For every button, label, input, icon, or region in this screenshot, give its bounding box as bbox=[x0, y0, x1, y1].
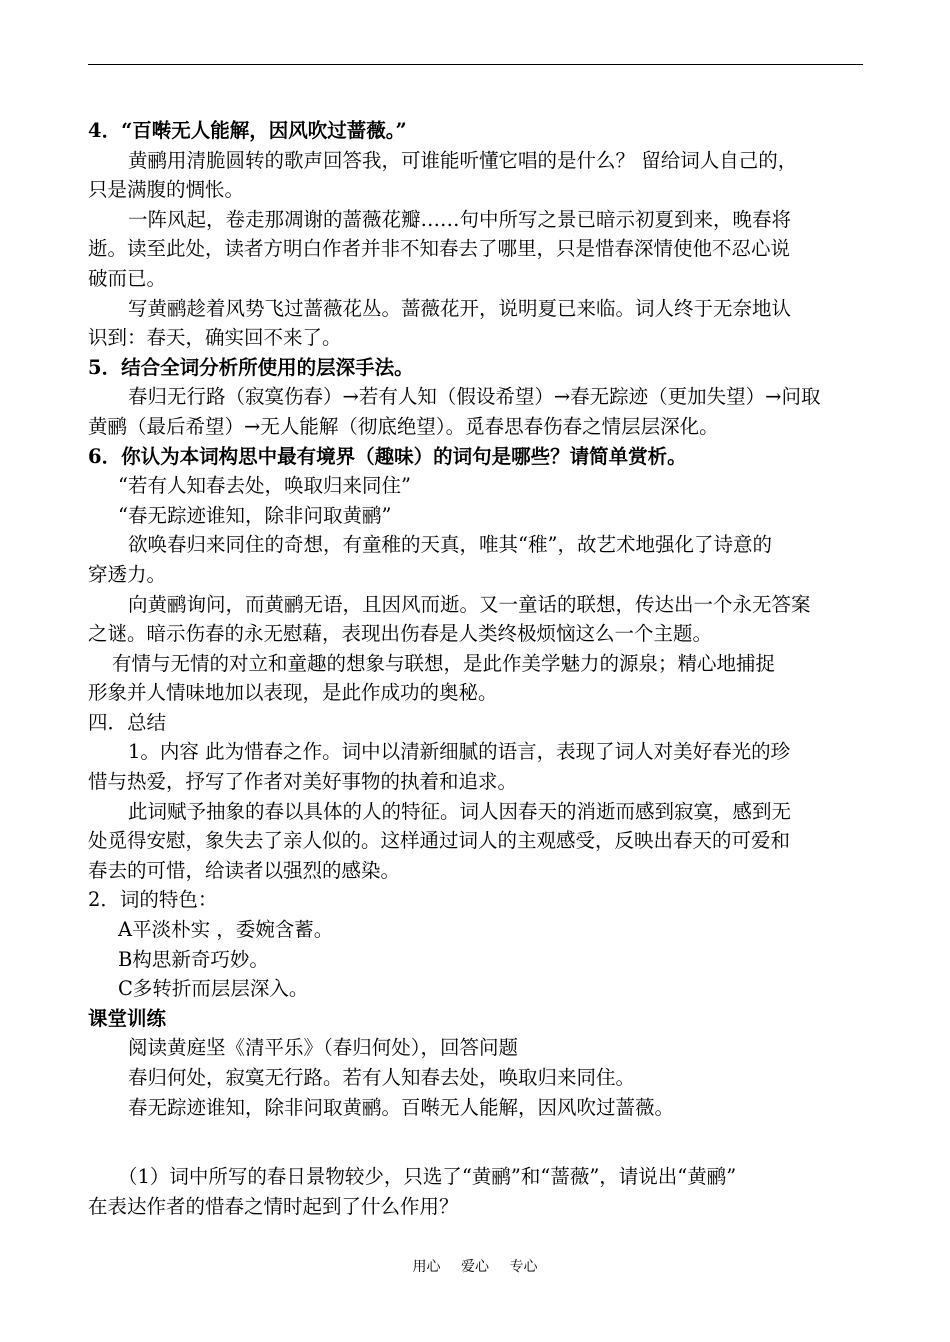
text-line: 处觅得安慰，象失去了亲人似的。这样通过词人的主观感受，反映出春天的可爱和 bbox=[88, 829, 791, 853]
text-line: B构思新奇巧妙。 bbox=[118, 947, 269, 971]
text-line: 黄鹂用清脆圆转的歌声回答我，可谁能听懂它唱的是什么？ 留给词人自己的， bbox=[128, 148, 798, 172]
text-line: 1。内容 此为惜春之作。词中以清新细腻的语言，表现了词人对美好春光的珍 bbox=[128, 740, 791, 764]
text-line: 惜与热爱，抒写了作者对美好事物的执着和追求。 bbox=[88, 770, 518, 794]
blank-line bbox=[88, 1122, 864, 1162]
text-line: 阅读黄庭坚《清平乐》（春归何处），回答问题 bbox=[128, 1036, 519, 1060]
text-line: 春归何处，寂寞无行路。若有人知春去处，唤取归来同住。 bbox=[128, 1066, 636, 1089]
text-line: C多转折而层层深入。 bbox=[118, 977, 309, 1001]
text-line: 春无踪迹谁知，除非问取黄鹂。百啭无人能解，因风吹过蔷薇。 bbox=[128, 1095, 675, 1119]
text-line: 2．词的特色： bbox=[88, 888, 218, 912]
section-heading: 4．“百啭无人能解，因风吹过蔷薇。” bbox=[88, 119, 407, 142]
text-line: 四．总结 bbox=[88, 710, 167, 734]
text-line: （1）词中所写的春日景物较少，只选了“黄鹂”和“蔷薇”，请说出“黄鹂” bbox=[118, 1165, 737, 1189]
section-heading: 课堂训练 bbox=[88, 1006, 167, 1030]
footer-item-2: 爱心 bbox=[461, 1259, 489, 1275]
text-line: 欲唤春归来同住的奇想，有童稚的天真，唯其“稚”，故艺术地强化了诗意的 bbox=[128, 533, 772, 557]
text-line: 此词赋予抽象的春以具体的人的特征。词人因春天的消逝而感到寂寞，感到无 bbox=[128, 799, 792, 823]
text-line: 只是满腹的惆怅。 bbox=[88, 178, 245, 202]
section-heading: 6．你认为本词构思中最有境界（趣味）的词句是哪些？请简单赏析。 bbox=[88, 444, 687, 468]
text-line: 春去的可惜，给读者以强烈的感染。 bbox=[88, 858, 401, 882]
text-line: 有情与无情的对立和童趣的想象与联想，是此作美学魅力的源泉；精心地捕捉 bbox=[112, 651, 776, 675]
footer-item-1: 用心 bbox=[412, 1259, 441, 1275]
text-line: 黄鹂（最后希望）→无人能解（彻底绝望）。觅春思春伤春之情层层深化。 bbox=[88, 414, 719, 438]
text-line: “春无踪迹谁知，除非问取黄鹂” bbox=[118, 503, 392, 527]
text-line: 识到：春天，确实回不来了。 bbox=[88, 326, 342, 350]
text-line: 一阵风起，卷走那凋谢的蔷薇花瓣……句中所写之景已暗示初夏到来，晚春将 bbox=[128, 207, 792, 231]
text-line: 形象并人情味地加以表现，是此作成功的奥秘。 bbox=[88, 681, 498, 705]
text-line: 之谜。暗示伤春的永无慰藉，表现出伤春是人类终极烦恼这么一个主题。 bbox=[88, 622, 713, 646]
section-heading: 5．结合全词分析所使用的层深手法。 bbox=[88, 355, 414, 379]
text-line: 春归无行路（寂寞伤春）→若有人知（假设希望）→春无踪迹（更加失望）→问取 bbox=[128, 385, 821, 409]
text-line: 在表达作者的惜春之情时起到了什么作用？ bbox=[88, 1194, 459, 1218]
text-line: A平淡朴实 ，委婉含蓄。 bbox=[118, 918, 334, 942]
document-body bbox=[88, 116, 864, 1221]
text-line: 破而已。 bbox=[88, 266, 167, 290]
text-line: 穿透力。 bbox=[88, 562, 167, 586]
header-rule bbox=[88, 64, 863, 65]
footer-item-3: 专心 bbox=[509, 1259, 538, 1275]
page-footer bbox=[0, 1258, 950, 1276]
text-line: 逝。读至此处，读者方明白作者并非不知春去了哪里，只是惜春深情使他不忍心说 bbox=[88, 237, 791, 261]
text-line: “若有人知春去处，唤取归来同住” bbox=[118, 474, 411, 498]
text-line: 写黄鹂趁着风势飞过蔷薇花丛。蔷薇花开，说明夏已来临。词人终于无奈地认 bbox=[128, 296, 792, 320]
text-line: 向黄鹂询问，而黄鹂无语，且因风而逝。又一童话的联想，传达出一个永无答案 bbox=[128, 592, 811, 616]
